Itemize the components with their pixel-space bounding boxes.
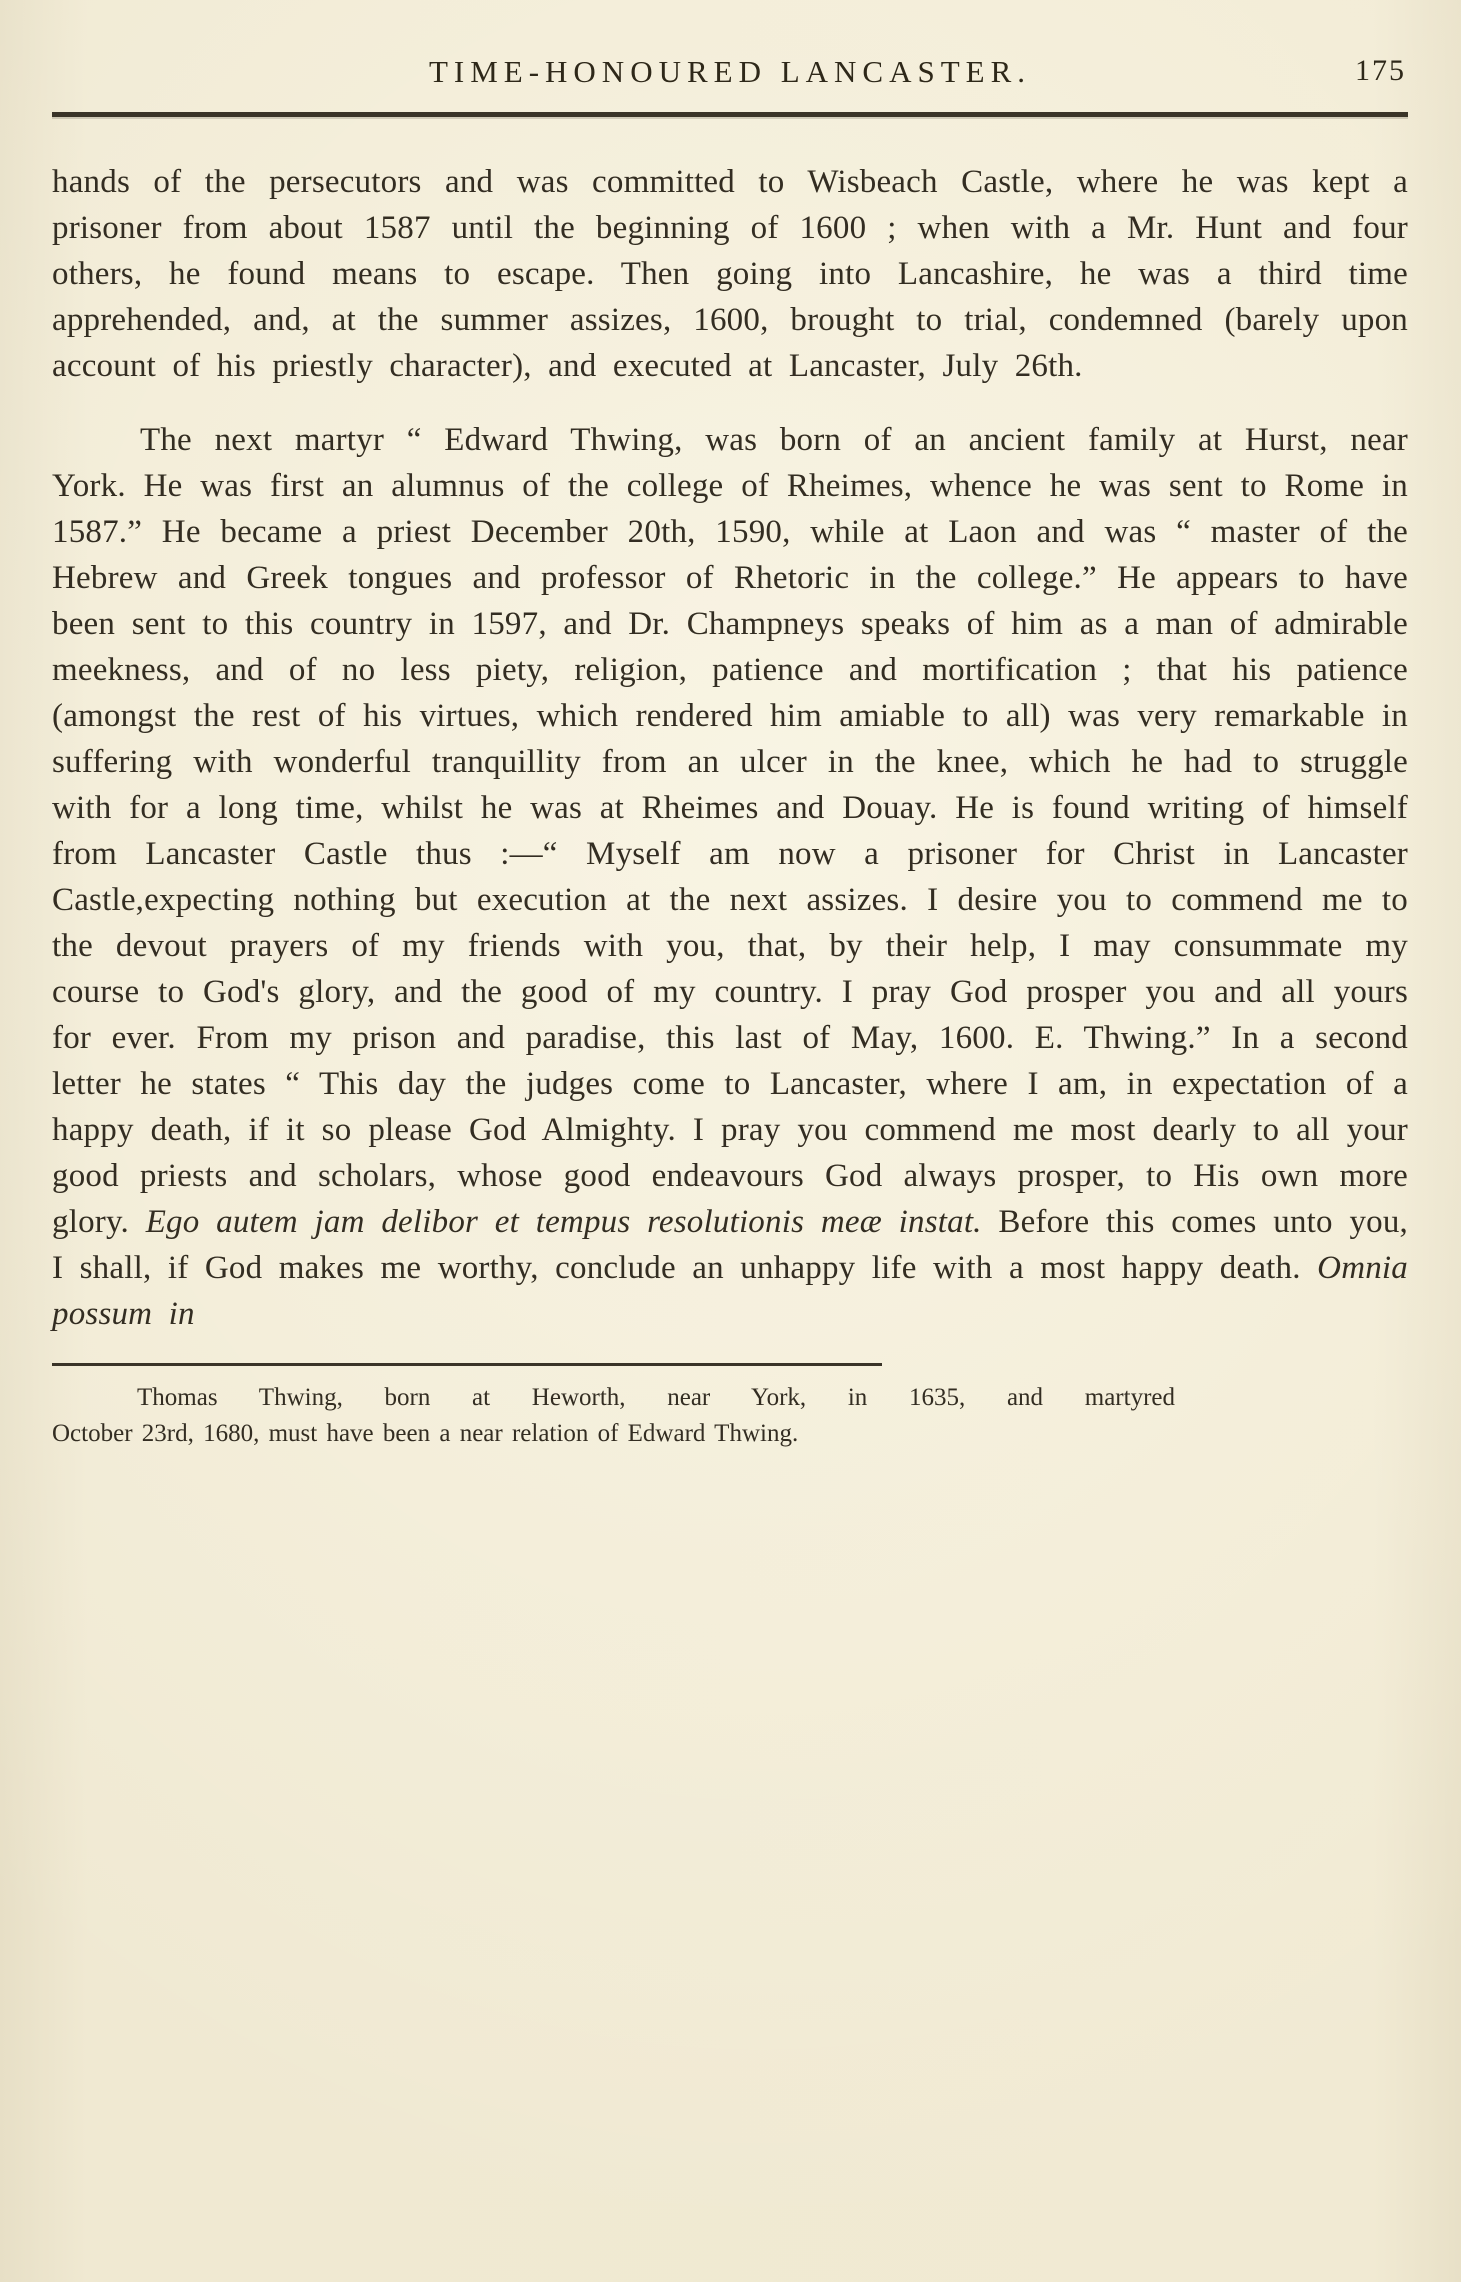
footnote-line: October 23rd, 1680, must have been a near relation of Edward Thwing. — [52, 1420, 799, 1447]
page-title: TIME-HONOURED LANCASTER. — [428, 54, 1032, 89]
page-number: 175 — [1355, 54, 1406, 87]
text-segment: The next martyr “ Edward Thwing, was born of an ancient family at Hurst, near York. He was first an alumnus of the college of Rheimes, whence he was sent to Rome in 1587.” He became a priest December 20th, 1590, while at Laon and was “ master of the Hebrew and Greek tongues and professor of Rhetoric in the college.” He appears to have been sent to this country in 1597, and Dr. Champneys speaks of him as a man of admirable meekness, and of no less piety, religion, patience and mortification ; that his patience (amongst the rest of his virtues, which rendered him amiable to all) was very remarkable in suffering with wonderful tranquillity from an ulcer in the knee, which he had to struggle with for a long time, whilst he was at Rheimes and Douay. He is found writing of himself from Lancaster Castle thus :—“ Myself am now a prisoner for Christ in Lancaster Castle,expecting nothing but execution at the next assizes. I desire you to commend me to the devout prayers of my friends with you, that, by their help, I may consummate my course to God's glory, and the good of my country. I pray God prosper you and all yours for ever. From my prison and paradise, this last of May, 1600. E. Thwing.” In a second letter he states “ This day the judges come to Lancaster, where I am, in expectation of a happy death, if it so please God Almighty. I pray you commend me most dearly to all your good priests and scholars, whose good endeavours God always prosper, to His own more glory. — [52, 422, 1408, 1240]
paragraph — [52, 159, 1408, 389]
text-segment: hands of the persecutors and was committed to Wisbeach Castle, where he was kept a prisoner from about 1587 until the beginning of 1600 ; when with a Mr. Hunt and four others, he found means to escape. Then going into Lancashire, he was a third time apprehended, and, at the summer assizes, 1600, brought to trial, condemned (barely upon account of his priestly character), and executed at Lancaster, July 26th. — [52, 164, 1408, 384]
footnote-line: Thomas Thwing, born at Heworth, near York, in 1635, and martyred — [137, 1384, 1175, 1411]
italic-text-segment: Ego autem jam delibor et tempus resolutionis meæ instat. — [145, 1204, 982, 1240]
body-text — [52, 159, 1408, 1337]
paragraph — [52, 417, 1408, 1337]
italic-text-segment: Omnia possum in — [52, 1250, 1408, 1332]
header-rule — [52, 112, 1408, 117]
footnote — [52, 1380, 1408, 1452]
footnote-rule — [52, 1363, 882, 1366]
text-segment: Before this comes unto you, I shall, if God makes me worthy, conclude an unhappy life with a most happy death. — [52, 1204, 1408, 1286]
running-head — [52, 46, 1408, 102]
